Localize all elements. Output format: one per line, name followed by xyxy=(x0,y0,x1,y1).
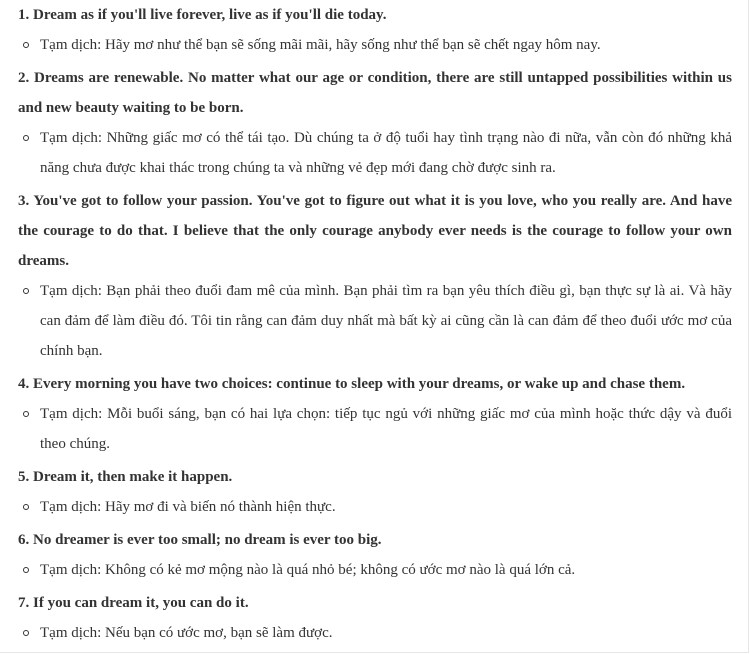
translation-item xyxy=(18,123,732,183)
quote-text: 2. Dreams are renewable. No matter what our age or condition, there are still untapped possibilities within us and new beauty waiting to be born. xyxy=(18,70,732,116)
translation-text: Tạm dịch: Không có kẻ mơ mộng nào là quá nhỏ bé; không có ước mơ nào là quá lớn cả. xyxy=(40,562,576,578)
circle-bullet-icon xyxy=(23,567,29,573)
translation-text: Tạm dịch: Mỗi buổi sáng, bạn có hai lựa chọn: tiếp tục ngủ với những giấc mơ của mình hoặc thức dậy và đuổi theo chúng. xyxy=(40,406,732,452)
translation-text: Tạm dịch: Nếu bạn có ước mơ, bạn sẽ làm được. xyxy=(40,625,333,641)
quote-text: 5. Dream it, then make it happen. xyxy=(18,469,233,485)
translation-text: Tạm dịch: Bạn phải theo đuổi đam mê của mình. Bạn phải tìm ra bạn yêu thích điều gì, bạn thực sự là ai. Và hãy can đảm để làm điều đó. Tôi tin rằng can đảm duy nhất mà bất kỳ ai cũng cần là can đảm để theo đuổi ước mơ của chính bạn. xyxy=(40,283,732,359)
translation-item xyxy=(18,399,732,459)
translation-text: Tạm dịch: Những giấc mơ có thể tái tạo. Dù chúng ta ở độ tuổi hay tình trạng nào đi nữa, vẫn còn đó những khả năng chưa được khai thác trong chúng ta và những vẻ đẹp mới đang chờ được sinh ra. xyxy=(40,130,732,176)
circle-bullet-icon xyxy=(23,135,29,141)
translation-item xyxy=(18,276,732,366)
quote-text: 1. Dream as if you'll live forever, live as if you'll die today. xyxy=(18,7,387,23)
circle-bullet-icon xyxy=(23,630,29,636)
circle-bullet-icon xyxy=(23,288,29,294)
translation-text: Tạm dịch: Hãy mơ đi và biến nó thành hiện thực. xyxy=(40,499,336,515)
translation-item xyxy=(18,555,732,585)
quote-text: 4. Every morning you have two choices: continue to sleep with your dreams, or wake up and chase them. xyxy=(18,376,686,392)
quote-text: 6. No dreamer is ever too small; no dream is ever too big. xyxy=(18,532,382,548)
circle-bullet-icon xyxy=(23,411,29,417)
translation-text: Tạm dịch: Hãy mơ như thể bạn sẽ sống mãi mãi, hãy sống như thể bạn sẽ chết ngay hôm nay. xyxy=(40,37,601,53)
translation-item xyxy=(18,492,732,522)
circle-bullet-icon xyxy=(23,504,29,510)
circle-bullet-icon xyxy=(23,42,29,48)
translation-item xyxy=(18,618,732,648)
translation-item xyxy=(18,30,732,60)
quote-list xyxy=(18,0,732,648)
quote-text: 7. If you can dream it, you can do it. xyxy=(18,595,249,611)
quote-text: 3. You've got to follow your passion. You've got to figure out what it is you love, who you really are. And have the courage to do that. I believe that the only courage anybody ever needs is the courage to follow your own dreams. xyxy=(18,193,732,269)
